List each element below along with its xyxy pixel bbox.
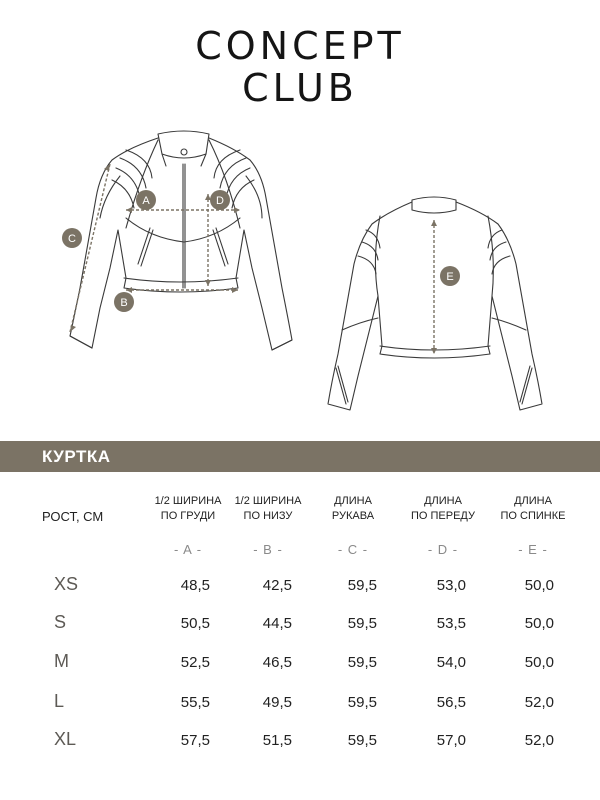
- table-cell: 53,0: [436, 577, 466, 594]
- section-header-band: [0, 441, 600, 472]
- size-label: S: [54, 612, 67, 632]
- table-cell: 44,5: [262, 615, 292, 632]
- column-header-front-length: ДЛИНА ПО ПЕРЕДУ: [411, 495, 475, 522]
- table-cell: 51,5: [262, 732, 292, 749]
- column-code-a: - A -: [173, 542, 203, 557]
- column-code-e: - E -: [518, 542, 548, 557]
- section-title: КУРТКА: [42, 447, 111, 466]
- table-cell: 52,0: [524, 694, 554, 711]
- size-label: XL: [54, 729, 77, 749]
- row-header-height: РОСТ, СМ: [42, 509, 104, 524]
- label-c: C: [68, 233, 76, 245]
- table-cell: 52,0: [524, 732, 554, 749]
- table-cell: 52,5: [180, 654, 210, 671]
- table-cell: 56,5: [436, 694, 466, 711]
- size-label: XS: [54, 574, 79, 594]
- column-header-back-length: ДЛИНА ПО СПИНКЕ: [500, 495, 566, 522]
- table-cell: 57,0: [436, 732, 466, 749]
- jacket-back-drawing: [328, 197, 542, 410]
- table-cell: 50,5: [180, 615, 210, 632]
- label-e: E: [446, 271, 454, 283]
- table-cell: 55,5: [180, 694, 210, 711]
- label-a: A: [142, 195, 150, 207]
- jacket-front-drawing: [70, 131, 292, 350]
- brand-logo-line2: CLUB: [242, 66, 358, 110]
- column-code-d: - D -: [427, 542, 459, 557]
- column-code-b: - B -: [253, 542, 283, 557]
- brand-logo-line1: CONCEPT: [195, 24, 405, 68]
- table-cell: 50,0: [524, 654, 554, 671]
- column-header-hem: 1/2 ШИРИНА ПО НИЗУ: [234, 495, 302, 522]
- table-cell: 59,5: [347, 654, 377, 671]
- size-label: M: [54, 651, 69, 671]
- table-cell: 42,5: [262, 577, 292, 594]
- jacket-measurement-diagram: [0, 118, 600, 428]
- measurement-arrows: [70, 164, 437, 354]
- table-cell: 46,5: [262, 654, 292, 671]
- column-header-sleeve: ДЛИНА РУКАВА: [331, 495, 375, 522]
- size-label: L: [54, 691, 65, 711]
- table-cell: 50,0: [524, 577, 554, 594]
- table-cell: 50,0: [524, 615, 554, 632]
- table-cell: 57,5: [180, 732, 210, 749]
- table-cell: 54,0: [436, 654, 466, 671]
- table-cell: 59,5: [347, 732, 377, 749]
- label-d: D: [216, 195, 224, 207]
- table-cell: 59,5: [347, 577, 377, 594]
- table-cell: 53,5: [436, 615, 466, 632]
- table-cell: 59,5: [347, 615, 377, 632]
- table-cell: 59,5: [347, 694, 377, 711]
- table-cell: 48,5: [180, 577, 210, 594]
- label-b: B: [120, 297, 128, 309]
- column-code-c: - C -: [337, 542, 369, 557]
- measurement-lines: [70, 164, 434, 354]
- column-header-chest: 1/2 ШИРИНА ПО ГРУДИ: [154, 495, 222, 522]
- table-cell: 49,5: [262, 694, 292, 711]
